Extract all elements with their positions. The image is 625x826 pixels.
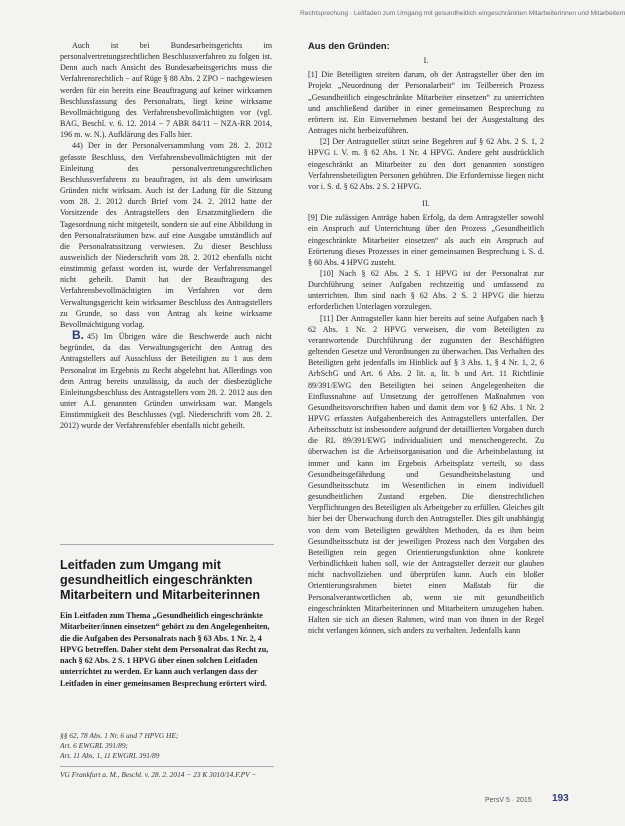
page-number: 193 (552, 793, 569, 804)
right-paragraph-4: [10] Nach § 62 Abs. 2 S. 1 HPVG ist der Personalrat zur Durchführung seiner Aufgaben rechtzeitig und umfassend zu unterrichten. Ihm sind nach § 62 Abs. 2 S. 2 HPVG die hierzu erforderlichen Unterlagen vorzulegen. (308, 268, 544, 312)
section-letter-b: B. (72, 328, 84, 343)
right-paragraph-5: [11] Der Antragsteller kann hier bereits auf seine Aufgaben nach § 62 Abs. 1 Nr. 2 HPVG verweisen, die vom Beteiligten zu verantwortende Durchführung der zugunsten der Beschäftigten geltenden Gesetze und Verordnungen zu überwachen. Das Verhalten des Beteiligten geht jedenfalls im Hinblick auf § 3 Abs. 1, § 4 Nr. 1, 2, 6 ArbSchG und Art. 6 Abs. 2 lit. a, lit. b und Art. 11 Richtlinie 89/391/EWG den Beteiligten bei seinen Angelegenheiten die Einflussnahme auf Umsetzung der getroffenen Maßnahmen von Gesundheitsvorschriften haben und damit dem vor § 62 Abs. 1 Nr. 2 HPVG erfassten Aufgabenbereich des Antragstellers unterfallen. Der Arbeitsschutz ist insbesondere aufgrund der detaillierten Vorgaben durch die RL 89/391/EWG individualisiert und menschengerecht. Zu überwachen ist die Arbeitsorganisation und die Arbeitsbelastung ist immer und kann im Ergebnis Arbeitsplatz verteilt, so dass Gesundheitsgefährdung und Gesundheitsbelastung und Gesundheitsschutz im Wesentlichen in einem individuell gesundheitlichen Zustand ergeben. Die dienstrechtlichen Verpflichtungen des Beteiligten als Arbeitgeber zu erfüllen. Gleiches gilt hier bei der Überwachung durch den Antragsteller. Dies gilt unabhängig von dem vom Beteiligten gewählten Methoden, da es ihm beim Gesundheitsschutz ist der jeweiligen Prozess nach den Vorgaben des Beteiligten rein gegen Orientierungsfunktion ohne konkrete Verbindlichkeit haben soll, wie der Antragsteller derzeit nur glauben nicht nachvollziehen und überprüfen kann. Auch ein bloßer Orientierungsrahmen bietet einen Maßstab für die Personalverantwortlichen ab, wenn sie mit gesundheitlich eingeschränkten Mitarbeiterinnen und Mitarbeitern umzugehen haben. Halten sie sich an diesen Rahmen, wird man von ihnen in der Regel nicht verlangen können, sich anders zu verhalten. Jedenfalls kann (308, 313, 544, 635)
left-column (60, 40, 272, 431)
running-head: Rechtsprechung · Leitfaden zum Umgang mit gesundheitlich eingeschränkten Mitarbeiterinnen und Mitarbeitern (300, 10, 625, 17)
roman-numeral-1: I. (423, 56, 429, 66)
reference-3: Art. 11 Abs. 1, 11 EWGRL 391/89 (60, 751, 160, 760)
left-paragraph-1: Auch ist bei Bundesarbeitsgerichts im personalvertretungsrechtlichen Beschlussverfahren zu folgen ist. Denn auch nach Ansicht des Bundesarbeitsgerichts muss die Verfahrensrechtlich − auf Rüge § 88 Abs. 2 ZPO − nachgewiesen werden für ein bereits eine Beauftragung auf keiner wirksamen Beschlussfassung des Personalrats, liegt keine wirksame Bevollmächtigung des Verfahrensbevollmächtigten vor (vgl. BAG, Beschl. v. 6. 12. 2014 − 7 ABR 84/11 − NZA-RR 2014, 196 m. w. N.). Aufklärung des Falls hier. (60, 41, 272, 140)
right-paragraph-2: [2] Der Antragsteller stützt seine Begehren auf § 62 Abs. 2 S. 1, 2 HPVG i. V. m. § 62 Abs. 1 Nr. 4 HPVG. Andere geht ausdrücklich eingeschränkt an Mitarbeiter zu den dort genannten sonstigen Verfahrensbeteiligten Personen gebühren. Die Erfordernisse liegen nicht vor i. S. d. § 62 Abs. 2 S. 2 HPVG. (308, 137, 544, 191)
roman-numeral-2: II. (422, 199, 430, 209)
journal-issue: PersV 5 · 2015 (485, 797, 532, 804)
left-paragraph-3 (60, 330, 272, 431)
section-heading: Aus den Gründen: (308, 40, 390, 51)
legal-references (60, 731, 274, 761)
reference-1: §§ 62, 78 Abs. 1 Nr. 6 und 7 HPVG HE; (60, 731, 179, 740)
right-paragraph-1: [1] Die Beteiligten streiten darum, ob der Antragsteller über den im Projekt „Neuordnung der Personalarbeit“ im Teilbereich Prozess „Gesundheitlich eingeschränkte Mitarbeiter einsetzen“ zu unterrichten und anschließend darüber in einer gemeinsamen Besprechung zu erörtern ist. Ein Einvernehmen bestand bei der Ausgestaltung des Antrages nicht herbeizuführen. (308, 70, 544, 136)
court-citation: VG Frankfurt a. M., Beschl. v. 28. 2. 2014 − 23 K 3010/14.F.PV − (60, 770, 257, 779)
left-paragraph-3-text: 45) Im Übrigen wäre die Beschwerde auch nicht begründet, da das Verwaltungsgericht den Antrag des Antragstellers auf Ausschluss der Beteiligten zu 1 aus dem Personalrat im Ergebnis zu Recht abgelehnt hat. Allerdings von dem Antrag bereits unzulässig, da auch der diesbezügliche Einleitungsbeschluss des Antragstellers vom 28. 2. 2012 aus den unter A.I. genannten Gründen unwirksam war. Mangels Einstimmigkeit des Beschlusses (vgl. Niederschrift vom 28. 2. 2012) wurde der Verfahrensfehler ebenfalls nicht geheilt. (60, 332, 272, 431)
article-title: Leitfaden zum Umgang mit gesundheitlich eingeschränkten Mitarbeitern und Mitarbeiterinnen (60, 558, 261, 603)
left-paragraph-2: 44) Der in der Personalversammlung vom 28. 2. 2012 gefasste Beschluss, den Verfahrensbevollmächtigten mit der Einleitung des personalvertretungsrechtlichen Beschlussverfahrens zu beauftragen, ist als dem unwirksam Gründen nicht wirksam. Auch ist der Ladung für die Sitzung vom 28. 2. 2012 durch Brief vom 24. 2. 2012 hatte der Vorsitzende des Antragstellers den Ersatzmitgliedern die Tagesordnung nicht mitgeteilt, sondern sie auf eine Abbildung in den Personalratsräumen bzw. auf eine Ausgabe umständlich auf die Personalratssitzung verwiesen. Zu dieser Beschluss ausweislich der Niederschrift vom 28. 2. 2012 ebenfalls nicht einstimmig gefasst worden ist, wurde der Verfahrensmangel nicht geheilt. Damit hat der Beauftragung des Verfahrensbevollmächtigten im Verfahren vor dem Verwaltungsgericht kein wirksamer Beschluss des Antragstellers zu Grunde, so dass von Antrag als keine wirksame Bevollmächtigung vorlag. (60, 141, 272, 329)
reference-2: Art. 6 EWGRL 391/89; (60, 741, 129, 750)
section-divider (60, 544, 274, 545)
right-paragraph-3: [9] Die zulässigen Anträge haben Erfolg, da dem Antragsteller sowohl ein Anspruch auf Unterrichtung über den Prozess „Gesundheitlich eingeschränkte Mitarbeiter einsetzen“ als auch ein Anspruch auf Erörterung dieses Prozesses in einer gemeinsamen Besprechung i. S. d. § 60 Abs. 4 HPVG zusteht. (308, 213, 544, 267)
court-divider (60, 766, 274, 767)
right-column (308, 40, 544, 636)
article-lead: Ein Leitfaden zum Thema „Gesundheitlich eingeschränkte Mitarbeiter/innen einsetzen“ gehört zu den Angelegenheiten, die die Aufgaben des Personalrats nach § 63 Abs. 1 Nr. 2, 4 HPVG betreffen. Daher steht dem Personalrat das Recht zu, nach § 62 Abs. 2 S. 1 HPVG über einen solchen Leitfaden unterrichtet zu werden. Er kann auch verlangen dass der Leitfaden in einer gemeinsamen Besprechung erörtert wird. (60, 611, 270, 688)
